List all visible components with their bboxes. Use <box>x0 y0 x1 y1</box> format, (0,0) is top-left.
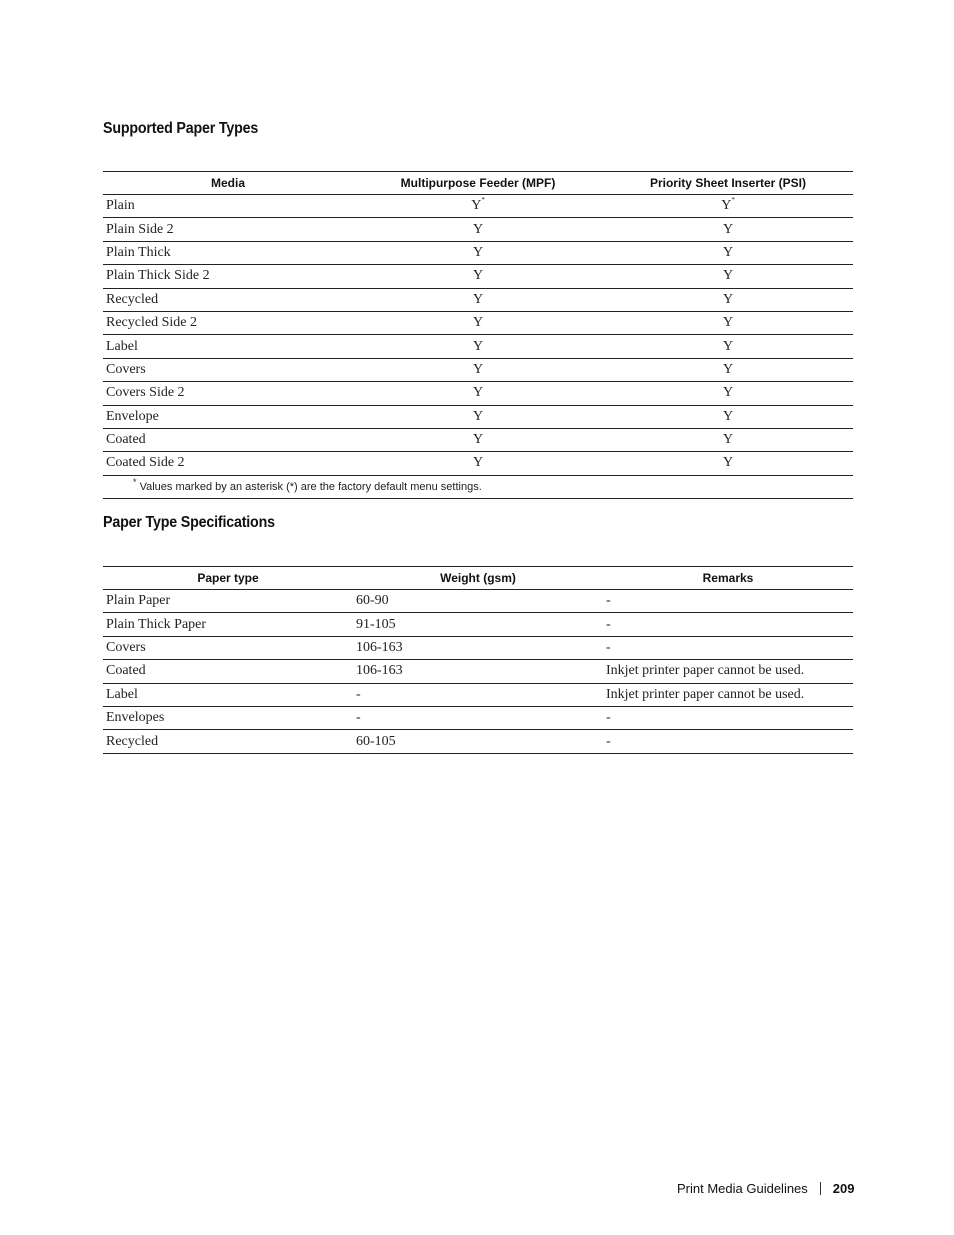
mpf-cell <box>353 452 603 475</box>
media-cell-value: Envelope <box>106 408 159 424</box>
media-cell-value: Recycled <box>106 291 159 307</box>
section-title-supported-paper-types: Supported Paper Types <box>103 120 259 137</box>
remarks-cell: - <box>603 706 853 729</box>
media-cell <box>103 358 353 381</box>
psi-cell <box>603 311 853 334</box>
psi-cell-value: Y <box>722 361 734 377</box>
table-row <box>103 358 853 381</box>
psi-cell-value: Y <box>722 315 734 331</box>
table-header-row <box>103 172 853 195</box>
column-header-psi: Priority Sheet Inserter (PSI) <box>603 172 853 195</box>
psi-cell <box>603 265 853 288</box>
weight-cell: - <box>353 706 603 729</box>
media-cell-value: Plain Thick <box>106 244 171 260</box>
media-cell-value: Label <box>106 338 138 354</box>
table-row <box>103 335 853 358</box>
table-row <box>103 730 853 753</box>
media-cell-value: Coated Side 2 <box>106 455 185 471</box>
table-row <box>103 452 853 475</box>
table-header-row <box>103 567 853 590</box>
column-header-paper-type: Paper type <box>103 567 353 590</box>
mpf-cell <box>353 382 603 405</box>
media-cell-value: Plain Side 2 <box>106 221 174 237</box>
mpf-cell <box>353 241 603 264</box>
page-number: 209 <box>832 1181 855 1196</box>
table-row <box>103 265 853 288</box>
psi-cell <box>603 358 853 381</box>
paper-type-cell: Covers <box>103 636 353 659</box>
footer-separator <box>820 1182 821 1195</box>
remarks-cell: - <box>603 636 853 659</box>
table-row <box>103 613 853 636</box>
weight-cell: - <box>353 683 603 706</box>
media-cell-value: Recycled Side 2 <box>106 315 197 331</box>
remarks-cell: - <box>603 613 853 636</box>
mpf-cell-value: Y <box>472 432 484 448</box>
mpf-cell <box>353 335 603 358</box>
psi-cell-value: Y <box>722 291 734 307</box>
table-row <box>103 241 853 264</box>
weight-cell: 91-105 <box>353 613 603 636</box>
psi-cell-value: Y <box>722 244 734 260</box>
mpf-cell <box>353 195 603 218</box>
mpf-cell <box>353 288 603 311</box>
mpf-cell <box>353 358 603 381</box>
psi-cell-value: Y <box>722 385 734 401</box>
paper-type-cell: Plain Paper <box>103 590 353 613</box>
remarks-cell: Inkjet printer paper cannot be used. <box>603 683 853 706</box>
media-cell-value: Coated <box>106 432 146 448</box>
table-row <box>103 660 853 683</box>
column-header-mpf: Multipurpose Feeder (MPF) <box>353 172 603 195</box>
page-footer <box>677 1181 855 1196</box>
table-row <box>103 683 853 706</box>
weight-cell: 60-90 <box>353 590 603 613</box>
remarks-cell: - <box>603 730 853 753</box>
psi-cell-value: Y <box>721 198 732 214</box>
column-header-remarks: Remarks <box>603 567 853 590</box>
table-row <box>103 428 853 451</box>
default-asterisk: * <box>481 196 485 205</box>
table-row <box>103 590 853 613</box>
table-row <box>103 382 853 405</box>
weight-cell: 106-163 <box>353 636 603 659</box>
paper-type-cell: Recycled <box>103 730 353 753</box>
psi-cell-value: Y <box>722 408 734 424</box>
media-cell-value: Covers <box>106 361 146 377</box>
mpf-cell-value: Y <box>472 385 484 401</box>
psi-cell-value: Y <box>722 221 734 237</box>
media-cell <box>103 311 353 334</box>
psi-cell <box>603 382 853 405</box>
media-cell <box>103 405 353 428</box>
table-row <box>103 311 853 334</box>
media-cell-value: Plain Thick Side 2 <box>106 268 210 284</box>
psi-cell-value: Y <box>722 432 734 448</box>
footnote-asterisk: * <box>133 476 137 487</box>
psi-cell-value: Y <box>722 268 734 284</box>
table-footnote <box>103 475 853 498</box>
media-cell-value: Plain <box>106 198 135 214</box>
footnote-text: Values marked by an asterisk (*) are the factory default menu settings. <box>139 480 482 493</box>
psi-cell <box>603 288 853 311</box>
weight-cell: 106-163 <box>353 660 603 683</box>
mpf-cell-value: Y <box>472 291 484 307</box>
remarks-cell: - <box>603 590 853 613</box>
footer-section-title: Print Media Guidelines <box>677 1181 808 1196</box>
weight-cell: 60-105 <box>353 730 603 753</box>
table-row <box>103 636 853 659</box>
paper-type-cell: Coated <box>103 660 353 683</box>
mpf-cell <box>353 218 603 241</box>
psi-cell-value: Y <box>722 338 734 354</box>
mpf-cell-value: Y <box>472 408 484 424</box>
section-title-paper-type-specifications: Paper Type Specifications <box>103 514 275 531</box>
table-footnote-row <box>103 475 853 498</box>
psi-cell-value: Y <box>722 455 734 471</box>
media-cell <box>103 382 353 405</box>
mpf-cell <box>353 405 603 428</box>
column-header-media: Media <box>103 172 353 195</box>
mpf-cell-value: Y <box>472 455 484 471</box>
table-row <box>103 288 853 311</box>
media-cell <box>103 241 353 264</box>
table-row <box>103 195 853 218</box>
media-cell <box>103 195 353 218</box>
media-cell <box>103 288 353 311</box>
table-row <box>103 405 853 428</box>
media-cell <box>103 428 353 451</box>
media-cell <box>103 218 353 241</box>
paper-type-specifications-table <box>103 566 853 754</box>
psi-cell <box>603 335 853 358</box>
psi-cell <box>603 428 853 451</box>
paper-type-cell: Label <box>103 683 353 706</box>
table-row <box>103 706 853 729</box>
mpf-cell <box>353 265 603 288</box>
remarks-cell: Inkjet printer paper cannot be used. <box>603 660 853 683</box>
mpf-cell <box>353 311 603 334</box>
mpf-cell-value: Y <box>472 221 484 237</box>
mpf-cell-value: Y <box>472 268 484 284</box>
media-cell <box>103 452 353 475</box>
psi-cell <box>603 218 853 241</box>
mpf-cell <box>353 428 603 451</box>
supported-paper-types-table <box>103 171 853 499</box>
mpf-cell-value: Y <box>472 361 484 377</box>
paper-type-cell: Envelopes <box>103 706 353 729</box>
psi-cell <box>603 241 853 264</box>
psi-cell <box>603 195 853 218</box>
table-row <box>103 218 853 241</box>
mpf-cell-value: Y <box>472 338 484 354</box>
mpf-cell-value: Y <box>472 315 484 331</box>
column-header-weight: Weight (gsm) <box>353 567 603 590</box>
default-asterisk: * <box>731 196 735 205</box>
mpf-cell-value: Y <box>471 198 482 214</box>
mpf-cell-value: Y <box>472 244 484 260</box>
media-cell <box>103 265 353 288</box>
media-cell <box>103 335 353 358</box>
psi-cell <box>603 405 853 428</box>
psi-cell <box>603 452 853 475</box>
media-cell-value: Covers Side 2 <box>106 385 185 401</box>
paper-type-cell: Plain Thick Paper <box>103 613 353 636</box>
